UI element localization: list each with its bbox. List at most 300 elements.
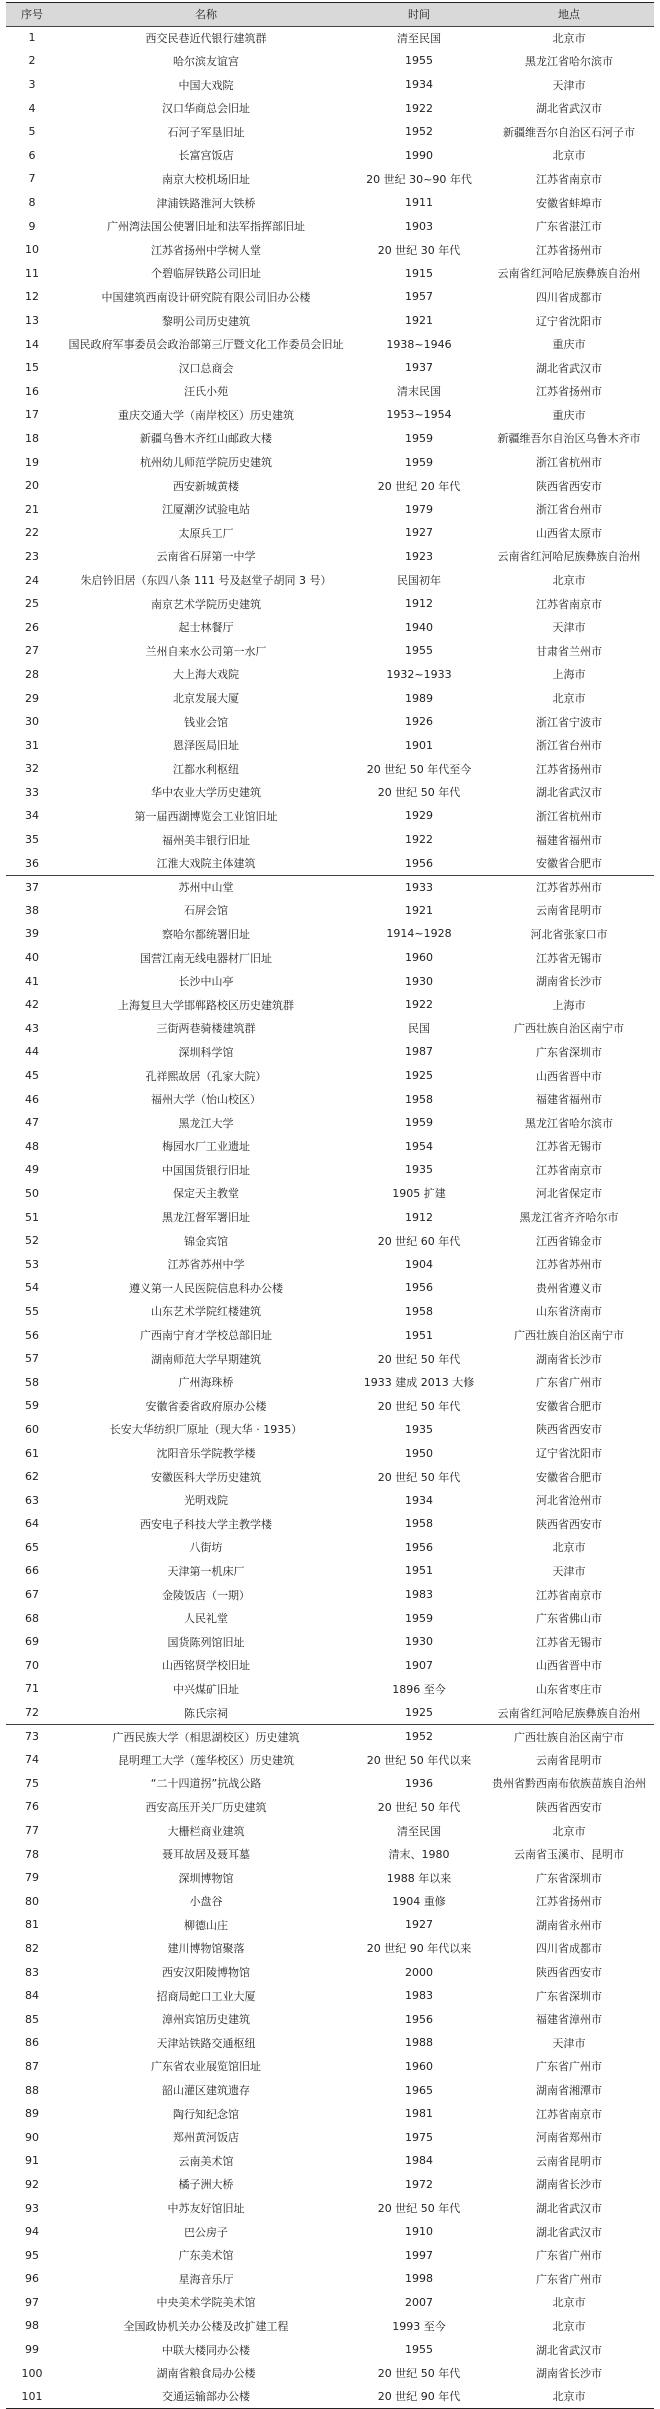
row-no: 22 xyxy=(25,526,39,540)
row-time: 20 世纪 50 年代至今 xyxy=(366,762,472,776)
row-name: 中联大楼同办公楼 xyxy=(162,2343,250,2357)
table-row xyxy=(6,1677,654,1701)
row-no: 52 xyxy=(25,1234,39,1248)
row-no: 93 xyxy=(25,2201,39,2215)
row-no: 72 xyxy=(25,1706,39,1720)
table-row xyxy=(6,757,654,781)
table-row xyxy=(6,2267,654,2291)
row-time: 1988 xyxy=(405,2036,433,2050)
row-no: 32 xyxy=(25,762,39,776)
row-name: 汉口总商会 xyxy=(178,361,234,375)
row-name: 起士林餐厅 xyxy=(178,621,234,635)
table-row xyxy=(6,663,654,687)
row-time: 20 世纪 50 年代 xyxy=(377,1352,461,1366)
row-time: 1956 xyxy=(405,2012,433,2026)
row-no: 40 xyxy=(25,951,39,965)
table-row xyxy=(6,1772,654,1796)
table-row xyxy=(6,2031,654,2055)
table-row xyxy=(6,1866,654,1890)
row-no: 29 xyxy=(25,691,39,705)
row-name: 深圳科学馆 xyxy=(178,1045,234,1059)
table-row xyxy=(6,285,654,309)
row-time: 1922 xyxy=(405,998,433,1012)
row-name: 招商局蛇口工业大厦 xyxy=(156,1989,256,2003)
row-place: 山西省太原市 xyxy=(536,526,602,540)
row-time: 20 世纪 90 年代 xyxy=(377,2390,461,2404)
table-row xyxy=(6,1960,654,1984)
table-row xyxy=(6,1937,654,1961)
table-row xyxy=(6,2291,654,2315)
row-place: 安徽省蚌埠市 xyxy=(536,196,602,210)
row-name: 察哈尔都统署旧址 xyxy=(162,927,250,941)
row-time: 1904 xyxy=(405,1257,433,1271)
row-place: 山西省晋中市 xyxy=(536,1069,602,1083)
row-place: 广东省深圳市 xyxy=(536,1989,602,2003)
row-name: 江厦潮汐试验电站 xyxy=(162,503,250,517)
row-place: 江苏省扬州市 xyxy=(536,762,602,776)
row-name: 广西南宁育才学校总部旧址 xyxy=(140,1329,272,1343)
row-place: 贵州省遵义市 xyxy=(536,1281,602,1295)
row-place: 福建省福州市 xyxy=(536,833,602,847)
row-place: 陕西省西安市 xyxy=(536,1800,602,1814)
row-no: 91 xyxy=(25,2154,39,2168)
row-no: 86 xyxy=(25,2036,39,2050)
row-name: 人民礼堂 xyxy=(184,1612,228,1626)
table-row xyxy=(6,1064,654,1088)
row-no: 70 xyxy=(25,1658,39,1672)
row-name: 黎明公司历史建筑 xyxy=(162,314,250,328)
row-time: 20 世纪 50 年代 xyxy=(377,1800,461,1814)
table-row xyxy=(6,1606,654,1630)
table-row xyxy=(6,1040,654,1064)
row-name: “二十四道拐”抗战公路 xyxy=(150,1777,262,1791)
row-no: 33 xyxy=(25,785,39,799)
row-name: 陈氏宗祠 xyxy=(184,1706,228,1720)
row-place: 山东省枣庄市 xyxy=(536,1682,602,1696)
row-no: 55 xyxy=(25,1304,39,1318)
table-row xyxy=(6,899,654,923)
table-row xyxy=(6,309,654,333)
row-time: 1993 至今 xyxy=(392,2319,446,2333)
row-place: 云南省红河哈尼族彝族自治州 xyxy=(497,267,641,281)
row-name: 长安大华纺织厂原址（现大华 · 1935） xyxy=(109,1423,303,1437)
row-no: 15 xyxy=(25,361,39,375)
table-row xyxy=(6,2078,654,2102)
row-place: 山西省晋中市 xyxy=(536,1659,602,1673)
row-place: 陕西省西安市 xyxy=(536,1423,602,1437)
row-no: 19 xyxy=(25,455,39,469)
row-place: 福建省漳州市 xyxy=(536,2013,602,2027)
row-name: 长富宫饭店 xyxy=(178,149,234,163)
row-name: 南京艺术学院历史建筑 xyxy=(151,597,261,611)
row-place: 陕西省西安市 xyxy=(536,1966,602,1980)
table-row xyxy=(6,2173,654,2197)
row-no: 35 xyxy=(25,833,39,847)
row-no: 49 xyxy=(25,1163,39,1177)
row-time: 1937 xyxy=(405,361,433,375)
row-place: 江苏省南京市 xyxy=(536,1588,602,1602)
row-name: 朱启钤旧居（东四八条 111 号及赵堂子胡同 3 号） xyxy=(80,574,332,588)
row-no: 10 xyxy=(25,243,39,257)
row-place: 重庆市 xyxy=(552,338,586,352)
row-no: 89 xyxy=(25,2107,39,2121)
row-time: 20 世纪 50 年代 xyxy=(377,2367,461,2381)
row-name: 西安电子科技大学主教学楼 xyxy=(140,1517,272,1531)
table-row xyxy=(6,2125,654,2149)
row-place: 云南省红河哈尼族彝族自治州 xyxy=(497,1706,641,1720)
header-no: 序号 xyxy=(21,8,43,22)
row-no: 99 xyxy=(25,2343,39,2357)
row-name: 西安新城黄楼 xyxy=(173,479,239,493)
row-place: 江苏省苏州市 xyxy=(536,1258,602,1272)
row-name: 深圳博物馆 xyxy=(178,1871,234,1885)
row-no: 76 xyxy=(25,1800,39,1814)
table-row xyxy=(6,2149,654,2173)
row-no: 42 xyxy=(25,998,39,1012)
row-time: 1907 xyxy=(405,1658,433,1672)
row-time: 1960 xyxy=(405,951,433,965)
table-row xyxy=(6,120,654,144)
table-row xyxy=(6,497,654,521)
row-time: 1926 xyxy=(405,715,433,729)
row-no: 34 xyxy=(25,809,39,823)
row-place: 北京市 xyxy=(552,2390,586,2404)
row-place: 湖北省武汉市 xyxy=(536,102,602,116)
row-name: 梅园水厂工业遗址 xyxy=(162,1140,250,1154)
row-no: 65 xyxy=(25,1540,39,1554)
table-row xyxy=(6,2243,654,2267)
row-place: 湖南省长沙市 xyxy=(536,2367,602,2381)
row-name: 哈尔滨友谊宫 xyxy=(173,54,239,68)
table-row xyxy=(6,922,654,946)
table-row xyxy=(6,1111,654,1135)
row-no: 41 xyxy=(25,974,39,988)
row-place: 江苏省南京市 xyxy=(536,2107,602,2121)
row-time: 1956 xyxy=(405,1281,433,1295)
row-no: 73 xyxy=(25,1730,39,1744)
row-time: 1915 xyxy=(405,266,433,280)
table-row xyxy=(6,238,654,262)
table-row xyxy=(6,1488,654,1512)
row-time: 20 世纪 50 年代 xyxy=(377,1470,461,1484)
table-row xyxy=(6,1135,654,1159)
row-no: 58 xyxy=(25,1375,39,1389)
table-row xyxy=(6,191,654,215)
row-time: 1988 年以来 xyxy=(386,1871,452,1885)
row-time: 1965 xyxy=(405,2083,433,2097)
row-name: 黑龙江大学 xyxy=(178,1116,234,1130)
row-time: 1933 xyxy=(405,880,433,894)
row-time: 1896 至今 xyxy=(392,1682,446,1696)
table-row xyxy=(6,1724,654,1748)
row-no: 90 xyxy=(25,2130,39,2144)
row-time: 1934 xyxy=(405,1493,433,1507)
table-row xyxy=(6,1158,654,1182)
row-time: 1952 xyxy=(405,125,433,139)
row-place: 广东省广州市 xyxy=(536,2249,602,2263)
row-name: 广西民族大学（相思湖校区）历史建筑 xyxy=(112,1730,300,1744)
table-row xyxy=(6,2314,654,2338)
row-place: 北京市 xyxy=(552,692,586,706)
row-name: 石屏会馆 xyxy=(184,904,228,918)
row-no: 5 xyxy=(28,125,36,139)
row-no: 39 xyxy=(25,927,39,941)
table-row xyxy=(6,804,654,828)
row-place: 浙江省杭州市 xyxy=(536,456,602,470)
row-place: 安徽省合肥市 xyxy=(536,1399,602,1413)
row-time: 20 世纪 60 年代 xyxy=(377,1234,461,1248)
row-place: 湖南省长沙市 xyxy=(536,2178,602,2192)
row-place: 河北省张家口市 xyxy=(530,927,608,941)
row-time: 2000 xyxy=(405,1965,433,1979)
row-no: 88 xyxy=(25,2083,39,2097)
table-row xyxy=(6,427,654,451)
table-row xyxy=(6,545,654,569)
table-row xyxy=(6,1229,654,1253)
row-no: 83 xyxy=(25,1965,39,1979)
row-name: 石河子军垦旧址 xyxy=(167,125,245,139)
row-place: 浙江省台州市 xyxy=(536,739,602,753)
table-row xyxy=(6,521,654,545)
row-name: 孔祥熙故居（孔家大院） xyxy=(145,1069,267,1083)
row-place: 天津市 xyxy=(552,1564,586,1578)
row-time: 1936 xyxy=(405,1776,433,1790)
table-row xyxy=(6,733,654,757)
table-row xyxy=(6,2385,654,2409)
row-name: 锦金宾馆 xyxy=(184,1234,228,1248)
row-place: 云南省红河哈尼族彝族自治州 xyxy=(497,550,641,564)
row-time: 1959 xyxy=(405,431,433,445)
row-place: 河北省沧州市 xyxy=(536,1494,602,1508)
table-row xyxy=(6,1536,654,1560)
row-place: 广东省深圳市 xyxy=(536,1871,602,1885)
row-time: 1932~1933 xyxy=(386,667,452,681)
row-no: 67 xyxy=(25,1588,39,1602)
row-no: 64 xyxy=(25,1517,39,1531)
table-row xyxy=(6,2102,654,2126)
row-time: 1905 扩建 xyxy=(392,1187,446,1201)
row-name: 中国建筑西南设计研究院有限公司旧办公楼 xyxy=(101,290,311,304)
table-row xyxy=(6,1795,654,1819)
row-name: 江淮大戏院主体建筑 xyxy=(156,857,256,871)
row-name: 苏州中山堂 xyxy=(178,881,234,895)
row-name: 聂耳故居及聂耳墓 xyxy=(162,1848,250,1862)
row-name: 保定天主教堂 xyxy=(173,1187,239,1201)
row-name: 三街两巷骑楼建筑群 xyxy=(156,1022,256,1036)
row-name: 长沙中山亭 xyxy=(178,975,234,989)
row-time: 1955 xyxy=(405,2343,433,2357)
row-place: 江苏省无锡市 xyxy=(536,951,602,965)
row-place: 安徽省合肥市 xyxy=(536,1470,602,1484)
row-place: 云南省昆明市 xyxy=(536,1753,602,1767)
row-name: 遵义第一人民医院信息科办公楼 xyxy=(129,1281,283,1295)
row-no: 14 xyxy=(25,337,39,351)
row-time: 1955 xyxy=(405,644,433,658)
row-place: 江苏省扬州市 xyxy=(536,385,602,399)
row-name: 天津站铁路交通枢纽 xyxy=(156,2036,256,2050)
row-name: 杭州幼儿师范学院历史建筑 xyxy=(140,456,272,470)
row-no: 84 xyxy=(25,1989,39,2003)
row-no: 30 xyxy=(25,715,39,729)
row-place: 江苏省南京市 xyxy=(536,1163,602,1177)
row-time: 20 世纪 50 年代 xyxy=(377,786,461,800)
row-time: 1960 xyxy=(405,2059,433,2073)
row-place: 广东省广州市 xyxy=(536,2272,602,2286)
row-no: 43 xyxy=(25,1021,39,1035)
row-time: 民国初年 xyxy=(397,574,441,588)
row-time: 1955 xyxy=(405,54,433,68)
table-row xyxy=(6,1370,654,1394)
row-name: 国民政府军事委员会政治部第三厅暨文化工作委员会旧址 xyxy=(68,338,344,352)
row-no: 92 xyxy=(25,2177,39,2191)
header-name: 名称 xyxy=(195,8,217,22)
table-row xyxy=(6,1017,654,1041)
row-place: 北京市 xyxy=(552,574,586,588)
row-no: 53 xyxy=(25,1257,39,1271)
table-row xyxy=(6,2338,654,2362)
row-name: 汉口华商总会旧址 xyxy=(162,102,250,116)
row-no: 9 xyxy=(28,219,36,233)
row-no: 37 xyxy=(25,880,39,894)
row-name: 中兴煤矿旧址 xyxy=(173,1682,239,1696)
row-place: 广西壮族自治区南宁市 xyxy=(514,1329,624,1343)
row-time: 1929 xyxy=(405,809,433,823)
row-no: 12 xyxy=(25,290,39,304)
row-name: 陶行知纪念馆 xyxy=(173,2107,239,2121)
row-name: 安徽省委省政府原办公楼 xyxy=(145,1399,267,1413)
table-row xyxy=(6,2007,654,2031)
row-time: 1933 建成 2013 大修 xyxy=(363,1376,475,1390)
row-time: 1959 xyxy=(405,1116,433,1130)
row-name: 韶山灌区建筑遗存 xyxy=(162,2084,250,2098)
row-place: 甘肃省兰州市 xyxy=(536,644,602,658)
row-name: 南京大校机场旧址 xyxy=(162,172,250,186)
table-row xyxy=(6,993,654,1017)
table-row xyxy=(6,1748,654,1772)
row-time: 20 世纪 50 年代 xyxy=(377,2202,461,2216)
row-time: 1956 xyxy=(405,1540,433,1554)
row-place: 安徽省合肥市 xyxy=(536,857,602,871)
row-name: 津浦铁路淮河大铁桥 xyxy=(156,196,256,210)
row-time: 1930 xyxy=(405,1635,433,1649)
table-row xyxy=(6,1394,654,1418)
row-no: 17 xyxy=(25,408,39,422)
row-place: 北京市 xyxy=(552,2296,586,2310)
table-row xyxy=(6,615,654,639)
row-name: 西安高压开关厂历史建筑 xyxy=(145,1800,267,1814)
table-row xyxy=(6,1583,654,1607)
table-row xyxy=(6,639,654,663)
row-place: 天津市 xyxy=(552,2036,586,2050)
heritage-table xyxy=(6,2,654,2409)
table-row xyxy=(6,1252,654,1276)
row-name: 星海音乐厅 xyxy=(178,2272,234,2286)
row-place: 广西壮族自治区南宁市 xyxy=(514,1730,624,1744)
row-name: 柳德山庄 xyxy=(184,1918,228,1932)
row-place: 四川省成都市 xyxy=(536,290,602,304)
row-place: 山东省济南市 xyxy=(536,1305,602,1319)
row-no: 59 xyxy=(25,1399,39,1413)
row-time: 1989 xyxy=(405,691,433,705)
row-time: 1901 xyxy=(405,738,433,752)
row-name: 重庆交通大学（南岸校区）历史建筑 xyxy=(118,408,294,422)
row-time: 1952 xyxy=(405,1730,433,1744)
table-row xyxy=(6,1630,654,1654)
row-name: 广州海珠桥 xyxy=(178,1376,234,1390)
row-time: 20 世纪 30 年代 xyxy=(377,243,461,257)
row-place: 新疆维吾尔自治区乌鲁木齐市 xyxy=(497,432,641,446)
row-no: 69 xyxy=(25,1635,39,1649)
row-no: 78 xyxy=(25,1847,39,1861)
row-time: 20 世纪 20 年代 xyxy=(377,479,461,493)
row-time: 20 世纪 50 年代 xyxy=(377,1399,461,1413)
row-place: 辽宁省沈阳市 xyxy=(536,1447,602,1461)
row-no: 71 xyxy=(25,1682,39,1696)
row-place: 湖南省永州市 xyxy=(536,1918,602,1932)
row-no: 82 xyxy=(25,1941,39,1955)
row-time: 1958 xyxy=(405,1092,433,1106)
row-place: 湖南省长沙市 xyxy=(536,975,602,989)
table-row xyxy=(6,1654,654,1678)
row-place: 湖北省武汉市 xyxy=(536,2343,602,2357)
row-place: 江苏省扬州市 xyxy=(536,243,602,257)
row-place: 湖南省长沙市 xyxy=(536,1352,602,1366)
row-time: 1938~1946 xyxy=(386,337,452,351)
table-row xyxy=(6,2196,654,2220)
row-place: 黑龙江省齐齐哈尔市 xyxy=(519,1211,619,1225)
row-time: 1912 xyxy=(405,1210,433,1224)
row-no: 47 xyxy=(25,1116,39,1130)
row-name: 全国政协机关办公楼及改扩建工程 xyxy=(123,2319,289,2333)
row-place: 黑龙江省哈尔滨市 xyxy=(525,54,613,68)
table-row xyxy=(6,828,654,852)
row-place: 广东省广州市 xyxy=(536,2060,602,2074)
row-name: 山东艺术学院红楼建筑 xyxy=(151,1305,261,1319)
row-name: 金陵饭店（一期） xyxy=(162,1588,250,1602)
table-row xyxy=(6,1913,654,1937)
row-name: 北京发展大厦 xyxy=(173,692,239,706)
row-place: 湖南省湘潭市 xyxy=(536,2084,602,2098)
row-time: 清至民国 xyxy=(397,1824,441,1838)
row-place: 湖北省武汉市 xyxy=(536,786,602,800)
row-time: 1990 xyxy=(405,148,433,162)
row-time: 1910 xyxy=(405,2225,433,2239)
row-name: 黑龙江督军署旧址 xyxy=(162,1211,250,1225)
row-time: 1925 xyxy=(405,1706,433,1720)
table-row xyxy=(6,356,654,380)
row-place: 黑龙江省哈尔滨市 xyxy=(525,1116,613,1130)
row-name: 漳州宾馆历史建筑 xyxy=(162,2013,250,2027)
row-time: 2007 xyxy=(405,2295,433,2309)
row-time: 1958 xyxy=(405,1304,433,1318)
row-time: 1935 xyxy=(405,1163,433,1177)
table-row xyxy=(6,1819,654,1843)
row-no: 87 xyxy=(25,2059,39,2073)
row-no: 48 xyxy=(25,1139,39,1153)
table-row xyxy=(6,1890,654,1914)
row-place: 浙江省台州市 xyxy=(536,503,602,517)
row-no: 20 xyxy=(25,479,39,493)
row-no: 6 xyxy=(28,148,36,162)
row-no: 18 xyxy=(25,431,39,445)
row-place: 河北省保定市 xyxy=(536,1187,602,1201)
table-row xyxy=(6,262,654,286)
row-time: 1959 xyxy=(405,1611,433,1625)
row-no: 57 xyxy=(25,1352,39,1366)
table-row xyxy=(6,26,654,50)
row-time: 1953~1954 xyxy=(386,408,452,422)
row-time: 1912 xyxy=(405,597,433,611)
